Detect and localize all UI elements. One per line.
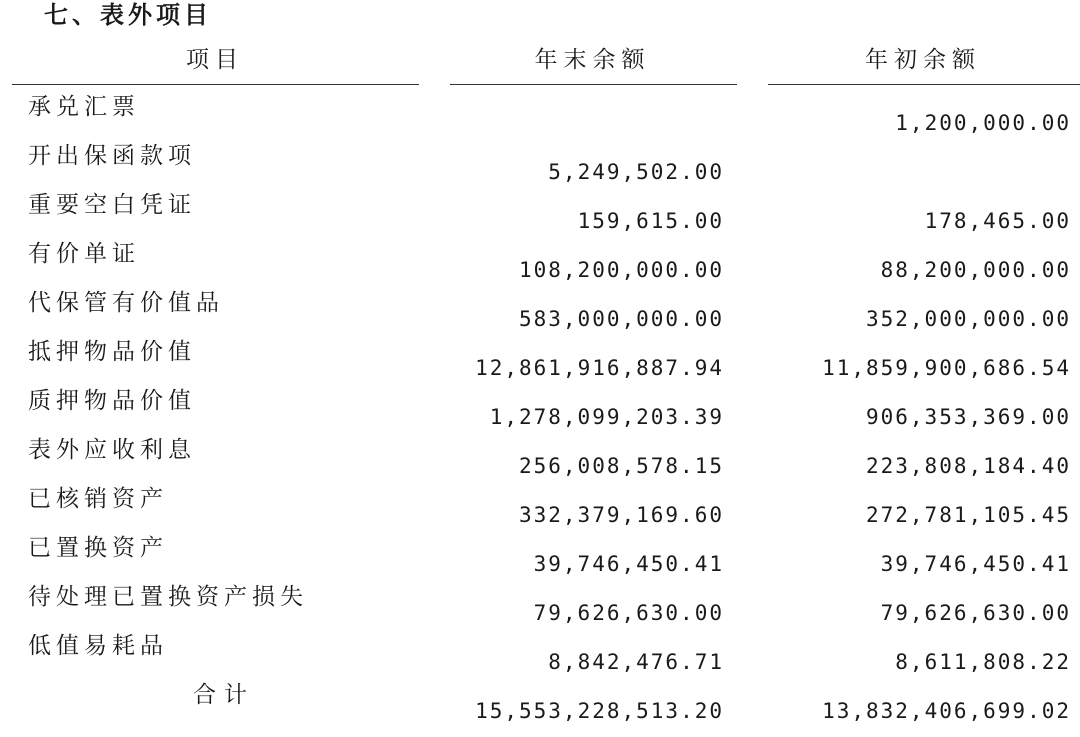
total-end-value: 15,553,228,513.20 <box>475 699 724 723</box>
row-end-value: 583,000,000.00 <box>518 307 724 331</box>
row-end-value: 256,008,578.15 <box>518 454 724 478</box>
table-row <box>0 336 1080 385</box>
row-label: 抵押物品价值 <box>28 339 196 365</box>
row-label: 承兑汇票 <box>28 94 140 120</box>
row-label: 待处理已置换资产损失 <box>28 584 308 610</box>
header-rule-begin <box>768 84 1080 85</box>
total-row <box>0 679 1080 728</box>
header-item: 项目 <box>186 47 244 73</box>
row-begin-value: 79,626,630.00 <box>880 601 1071 625</box>
table-row <box>0 483 1080 532</box>
row-begin-value: 178,465.00 <box>924 209 1071 233</box>
row-begin-value: 88,200,000.00 <box>880 258 1071 282</box>
table-row <box>0 581 1080 630</box>
table-row <box>0 91 1080 140</box>
row-label: 已置换资产 <box>28 535 168 561</box>
row-end-value: 1,278,099,203.39 <box>489 405 724 429</box>
row-begin-value: 272,781,105.45 <box>865 503 1071 527</box>
row-begin-value: 352,000,000.00 <box>865 307 1071 331</box>
row-end-value: 39,746,450.41 <box>533 552 724 576</box>
row-begin-value: 1,200,000.00 <box>895 111 1071 135</box>
row-label: 低值易耗品 <box>28 633 168 659</box>
row-label: 有价单证 <box>28 241 140 267</box>
table-row <box>0 287 1080 336</box>
row-label: 代保管有价值品 <box>28 290 224 316</box>
total-label: 合计 <box>193 682 255 708</box>
row-begin-value: 11,859,900,686.54 <box>822 356 1071 380</box>
row-label: 已核销资产 <box>28 486 168 512</box>
header-rule-item <box>12 84 419 85</box>
table-row <box>0 189 1080 238</box>
table-row <box>0 238 1080 287</box>
row-label: 表外应收利息 <box>28 437 196 463</box>
row-end-value: 159,615.00 <box>577 209 724 233</box>
row-begin-value: 8,611,808.22 <box>895 650 1071 674</box>
row-label: 开出保函款项 <box>28 143 196 169</box>
row-end-value: 12,861,916,887.94 <box>475 356 724 380</box>
header-rule-end <box>450 84 737 85</box>
table-row <box>0 434 1080 483</box>
row-end-value: 79,626,630.00 <box>533 601 724 625</box>
header-end-balance: 年末余额 <box>534 47 651 73</box>
row-end-value: 108,200,000.00 <box>518 258 724 282</box>
table-row <box>0 532 1080 581</box>
row-label: 重要空白凭证 <box>28 192 196 218</box>
header-begin-balance: 年初余额 <box>865 47 981 73</box>
table-row <box>0 630 1080 679</box>
row-end-value: 8,842,476.71 <box>548 650 724 674</box>
row-end-value: 5,249,502.00 <box>548 160 724 184</box>
row-begin-value: 39,746,450.41 <box>880 552 1071 576</box>
row-end-value: 332,379,169.60 <box>518 503 724 527</box>
row-label: 质押物品价值 <box>28 388 196 414</box>
section-title: 七、表外项目 <box>44 0 212 29</box>
total-begin-value: 13,832,406,699.02 <box>822 699 1071 723</box>
row-begin-value: 906,353,369.00 <box>865 405 1071 429</box>
table-row <box>0 385 1080 434</box>
row-begin-value: 223,808,184.40 <box>865 454 1071 478</box>
table-row <box>0 140 1080 189</box>
